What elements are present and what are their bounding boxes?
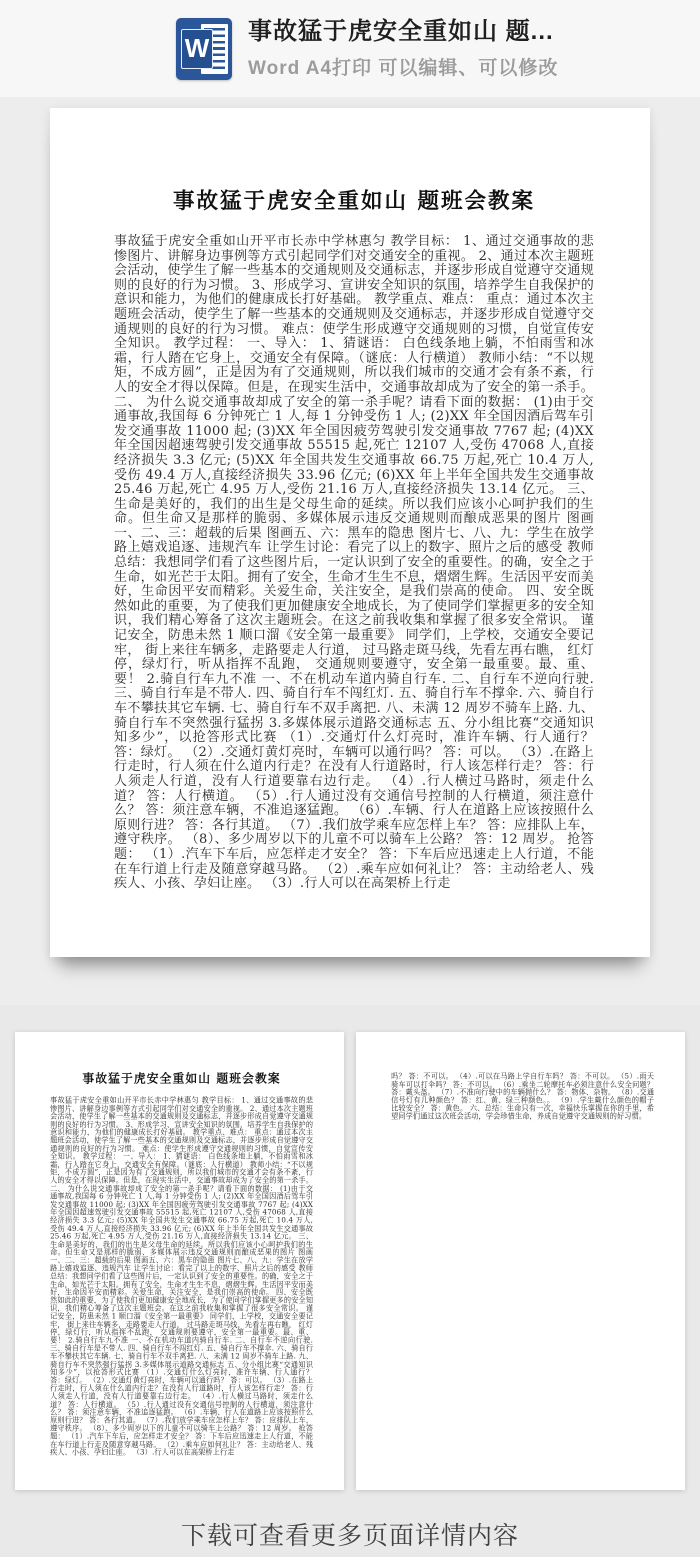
thumbnail-page-1-title: 事故猛于虎安全重如山 题班会教案: [82, 1072, 281, 1086]
document-body-text: 事故猛于虎安全重如山开平市长赤中学林惠匀 教学目标： 1、通过交通事故的悲惨图片、讲解身边事例等方式引起同学们对交通安全的重视。 2、通过本次主题班会活动，使学生了解一些基本的交通规则及交通标志，并逐步形成自觉遵守交通规则的良好的行为习惯。 3、形成学习、宣讲安全知识的氛围，培养学生自我保护的意识和能力，为他们的健康成长打好基础。 教学重点、难点： 重点：通过本次主题班会活动，使学生了解一些基本的交通规则及交通标志，并逐步形成自觉遵守交通规则的良好的行为习惯。 难点：使学生形成遵守交通规则的习惯，自觉宣传安全知识。 教学过程： 一、导入： 1、猜谜语： 白色线条地上躺，不怕雨雪和冰霜，行人踏在它身上，交通安全有保障。（谜底：人行横道） 教师小结：“不以规矩，不成方圆”，正是因为有了交通规则，所以我们城市的交通才会有条不紊，行人的安全才得以保障。但是，在现实生活中，交通事故却成为了安全的第一杀手。 二、 为什么说交通事故却成了安全的第一杀手呢？请看下面的数据： (1)由于交通事故,我国每 6 分钟死亡 1 人,每 1 分钟受伤 1 人; (2)XX 年全国因酒后驾车引发交通事故 11000 起; (3)XX 年全国因疲劳驾驶引发交通事故 7767 起; (4)XX 年全国因超速驾驶引发交通事故 55515 起,死亡 12107 人,受伤 47068 人,直接经济损失 3.3 亿元; (5)XX 年全国共发生交通事故 66.75 万起,死亡 10.4 万人,受伤 49.4 万人,直接经济损失 33.96 亿元; (6)XX 年上半年全国共发生交通事故 25.46 万起,死亡 4.95 万人,受伤 21.16 万人,直接经济损失 13.14 亿元。 三、生命是美好的，我们的出生是父母生命的延续。所以我们应该小心呵护我们的生命。但生命又是那样的脆弱、多媒体展示违反交通规则而酿成恶果的图片 图画一、二、三：超载的后果 图画五、六：黑车的隐患 图片七、八、九：学生在放学路上嬉戏追逐、违规汽车 让学生讨论：看完了以上的数字、照片之后的感受 教师总结：我想同学们看了这些图片后，一定认识到了安全的重要性。的确，安全之于生命，如光芒于太阳。拥有了安全，生命才生生不息，熠熠生辉。生活因平安而美好，生命因平安而精彩。关爱生命，关注安全，是我们崇高的使命。 四、安全既然如此的重要，为了使我们更加健康安全地成长，为了使同学们掌握更多的安全知识，我们精心筹备了这次主题班会。在这之前我收集和掌握了很多安全常识。 谨记安全，防患未然 1 顺口溜《安全第一最重要》 同学们，上学校，交通安全要记牢， 街上来往车辆多，走路要走人行道， 过马路走斑马线，先看左再右瞧， 红灯停，绿灯行，听从指挥不乱跑， 交通规则要遵守，安全第一最重要。最、重、要！ 2.骑自行车九不准 一、不在机动车道内骑自行车. 二、自行车不逆向行驶. 三、骑自行车是不带人. 四、骑自行车不闯红灯. 五、骑自行车不撑伞. 六、骑自行车不攀扶其它车辆. 七、骑自行车不双手离把. 八、未满 12 周岁不骑车上路. 九、骑自行车不突然强行猛拐 3.多媒体展示道路交通标志 五、分小组比赛“交通知识知多少”，以抢答形式比赛 （1）.交通灯什么灯亮时，准许车辆、行人通行？ 答：绿灯。 （2）.交通灯黄灯亮时，车辆可以通行吗？ 答：可以。 （3）.在路上行走时，行人须在什么道内行走？在没有人行道路时，行人该怎样行走？ 答：行人须走人行道，没有人行道要靠右边行走。 （4）.行人横过马路时，须走什么道？ 答：人行横道。 （5）.行人通过没有交通信号控制的人行横道，须注意什么？ 答：须注意车辆，不准追逐猛跑。 （6）.车辆、行人在道路上应该按照什么原则行进？ 答：各行其道。 （7）.我们放学乘车应怎样上车？ 答：应排队上车，遵守秩序。 （8）、多少周岁以下的儿童不可以骑车上公路？ 答：12 周岁。 抢答题： （1）.汽车下车后，应怎样走才安全？ 答：下车后应迅速走上人行道，不能在车行道上行走及随意穿越马路。 （2）.乘车应如何礼让？ 答：主动给老人、残疾人、小孩、孕妇让座。 （3）.行人可以在高架桥上行走: [114, 234, 594, 892]
header-doc-title: 事故猛于虎安全重如山 题...: [248, 17, 554, 45]
word-icon-letter: W: [181, 29, 213, 69]
header: [0, 0, 700, 97]
thumbnail-page-1[interactable]: [15, 1032, 344, 1490]
thumbnail-page-2-body: 吗？ 答：不可以。 （4）.可以在马路上学自行车吗？ 答：不可以。 （5）.雨天骑车可以打伞吗？ 答：不可以。 （6）.乘坐二轮摩托车必须注意什么安全问题？ 答：戴头盔。 （7）.不准向行驶中的车辆抛什么？ 答：物体、杂物。 （8）.交通信号灯有几种颜色？ 答：红、黄、绿三种颜色。。 （9）.学生戴什么颜色的帽子比较安全？ 答：黄色。 六、总结：生命只有一次，幸福快乐掌握在你的手里，希望同学们通过这次班会活动，学会珍惜生命，养成自觉遵守交通规则的好习惯。: [391, 1072, 655, 1121]
thumbnail-page-1-content: [15, 1032, 344, 1490]
header-subtitle: Word A4打印 可以编辑、可以修改: [248, 57, 559, 79]
thumbnail-page-2[interactable]: [356, 1032, 685, 1490]
main-preview-section: [0, 97, 700, 957]
main-content: [0, 97, 700, 1557]
thumbnail-page-1-body: 事故猛于虎安全重如山开平市长赤中学林惠匀 教学目标： 1、通过交通事故的悲惨图片、讲解身边事例等方式引起同学们对交通安全的重视。 2、通过本次主题班会活动，使学生了解一些基本的交通规则及交通标志，并逐步形成自觉遵守交通规则的良好的行为习惯。 3、形成学习、宣讲安全知识的氛围，培养学生自我保护的意识和能力，为他们的健康成长打好基础。 教学重点、难点： 重点：通过本次主题班会活动，使学生了解一些基本的交通规则及交通标志，并逐步形成自觉遵守交通规则的良好的行为习惯。 难点：使学生形成遵守交通规则的习惯，自觉宣传安全知识。 教学过程： 一、导入： 1、猜谜语： 白色线条地上躺，不怕雨雪和冰霜，行人踏在它身上，交通安全有保障。（谜底：人行横道） 教师小结：“不以规矩，不成方圆”，正是因为有了交通规则，所以我们城市的交通才会有条不紊，行人的安全才得以保障。但是，在现实生活中，交通事故却成为了安全的第一杀手。 二、 为什么说交通事故却成了安全的第一杀手呢？请看下面的数据： (1)由于交通事故,我国每 6 分钟死亡 1 人,每 1 分钟受伤 1 人; (2)XX 年全国因酒后驾车引发交通事故 11000 起; (3)XX 年全国因疲劳驾驶引发交通事故 7767 起; (4)XX 年全国因超速驾驶引发交通事故 55515 起,死亡 12107 人,受伤 47068 人,直接经济损失 3.3 亿元; (5)XX 年全国共发生交通事故 66.75 万起,死亡 10.4 万人,受伤 49.4 万人,直接经济损失 33.96 亿元; (6)XX 年上半年全国共发生交通事故 25.46 万起,死亡 4.95 万人,受伤 21.16 万人,直接经济损失 13.14 亿元。 三、生命是美好的，我们的出生是父母生命的延续。所以我们应该小心呵护我们的生命。但生命又是那样的脆弱、多媒体展示违反交通规则而酿成恶果的图片 图画一、二、三：超载的后果 图画五、六：黑车的隐患 图片七、八、九：学生在放学路上嬉戏追逐、违规汽车 让学生讨论：看完了以上的数字、照片之后的感受 教师总结：我想同学们看了这些图片后，一定认识到了安全的重要性。的确，安全之于生命，如光芒于太阳。拥有了安全，生命才生生不息，熠熠生辉。生活因平安而美好，生命因平安而精彩。关爱生命，关注安全，是我们崇高的使命。 四、安全既然如此的重要，为了使我们更加健康安全地成长，为了使同学们掌握更多的安全知识，我们精心筹备了这次主题班会。在这之前我收集和掌握了很多安全常识。 谨记安全，防患未然 1 顺口溜《安全第一最重要》 同学们，上学校，交通安全要记牢， 街上来往车辆多，走路要走人行道， 过马路走斑马线，先看左再右瞧， 红灯停，绿灯行，听从指挥不乱跑， 交通规则要遵守，安全第一最重要。最、重、要！ 2.骑自行车九不准 一、不在机动车道内骑自行车. 二、自行车不逆向行驶. 三、骑自行车是不带人. 四、骑自行车不闯红灯. 五、骑自行车不撑伞. 六、骑自行车不攀扶其它车辆. 七、骑自行车不双手离把. 八、未满 12 周岁不骑车上路. 九、骑自行车不突然强行猛拐 3.多媒体展示道路交通标志 五、分小组比赛“交通知识知多少”，以抢答形式比赛 （1）.交通灯什么灯亮时，准许车辆、行人通行？ 答：绿灯。 （2）.交通灯黄灯亮时，车辆可以通行吗？ 答：可以。 （3）.在路上行走时，行人须在什么道内行走？在没有人行道路时，行人该怎样行走？ 答：行人须走人行道，没有人行道要靠右边行走。 （4）.行人横过马路时，须走什么道？ 答：人行横道。 （5）.行人通过没有交通信号控制的人行横道，须注意什么？ 答：须注意车辆，不准追逐猛跑。 （6）.车辆、行人在道路上应该按照什么原则行进？ 答：各行其道。 （7）.我们放学乘车应怎样上车？ 答：应排队上车，遵守秩序。 （8）、多少周岁以下的儿童不可以骑车上公路？ 答：12 周岁。 抢答题： （1）.汽车下车后，应怎样走才安全？ 答：下车后应迅速走上人行道，不能在车行道上行走及随意穿越马路。 （2）.乘车应如何礼让？ 答：主动给老人、残疾人、小孩、孕妇让座。 （3）.行人可以在高架桥上行走: [50, 1096, 314, 1457]
more-pages-section: [0, 1005, 700, 1557]
download-hint-text: 下载可查看更多页面详情内容: [180, 1522, 519, 1550]
header-text-block: [248, 18, 558, 80]
document-title: 事故猛于虎安全重如山 题班会教案: [173, 189, 535, 214]
word-icon: [176, 18, 232, 80]
thumbnail-page-2-content: [356, 1032, 685, 1490]
thumbnail-row: [15, 1032, 685, 1490]
document-page-1-preview[interactable]: [50, 108, 650, 957]
